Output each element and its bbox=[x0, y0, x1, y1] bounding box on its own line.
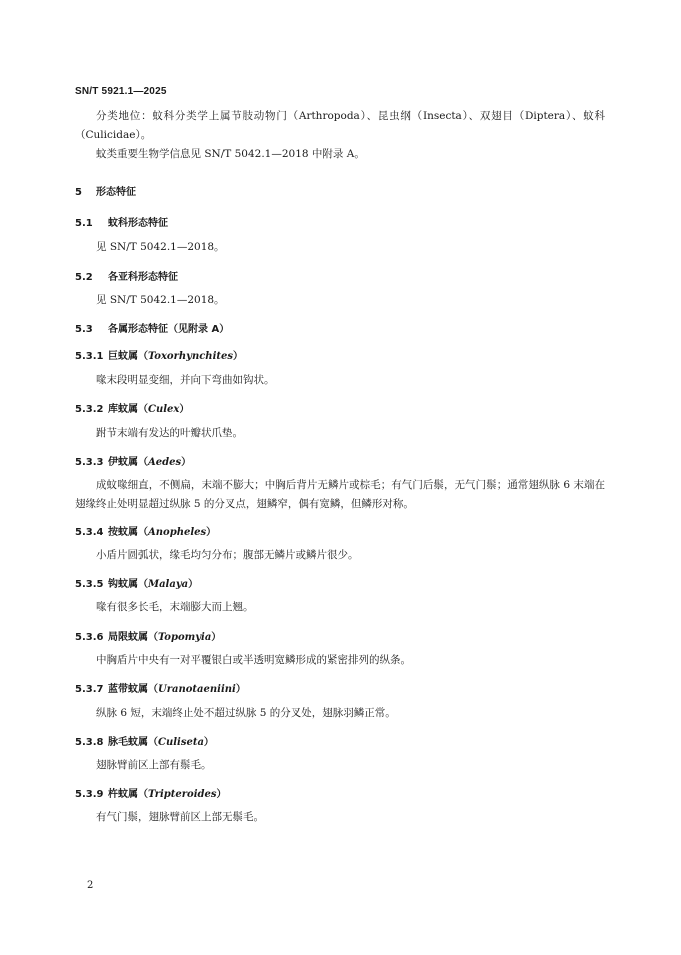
genus-latin-name: Tripteroides bbox=[148, 789, 217, 800]
genus-description: 喙有很多长毛，末端膨大而上翘。 bbox=[96, 601, 254, 613]
genus-heading: 5.3.8 脉毛蚊属（Culiseta） bbox=[75, 737, 214, 748]
genus-description: 翅脉臂前区上部有鬃毛。 bbox=[96, 759, 212, 771]
section-5-2-title: 各亚科形态特征 bbox=[108, 272, 178, 283]
section-5-1-text: 见 SN/T 5042.1—2018。 bbox=[96, 241, 225, 253]
section-5-2-heading bbox=[75, 268, 178, 283]
genus-name: 蓝带蚊属 bbox=[108, 684, 148, 695]
genus-name: 杵蚊属 bbox=[108, 789, 138, 800]
genus-latin-name: Topomyia bbox=[158, 632, 212, 643]
section-5-number: 5 bbox=[75, 187, 82, 198]
section-5-2-number: 5.2 bbox=[75, 272, 93, 283]
genus-description: 中胸盾片中央有一对平覆银白或半透明宽鳞形成的紧密排列的纵条。 bbox=[96, 654, 411, 666]
page-number: 2 bbox=[87, 880, 94, 891]
genus-heading: 5.3.3 伊蚊属（Aedes） bbox=[75, 457, 192, 468]
genus-heading: 5.3.4 按蚊属（Anopheles） bbox=[75, 527, 217, 538]
genus-latin-name: Malaya bbox=[148, 579, 189, 590]
genus-name: 巨蚊属 bbox=[108, 351, 138, 362]
genus-heading: 5.3.9 杵蚊属（Tripteroides） bbox=[75, 789, 227, 800]
section-5-heading bbox=[75, 183, 136, 198]
genus-number: 5.3.8 bbox=[75, 737, 104, 748]
genus-latin-name: Aedes bbox=[148, 457, 182, 468]
genus-name: 钩蚊属 bbox=[108, 579, 138, 590]
genus-heading: 5.3.2 库蚊属（Culex） bbox=[75, 404, 190, 415]
genus-name: 局限蚊属 bbox=[108, 632, 148, 643]
section-5-1-heading bbox=[75, 214, 168, 229]
section-5-3-title: 各属形态特征（见附录 A） bbox=[108, 324, 230, 335]
genus-description: 纵脉 6 短，末端终止处不超过纵脉 5 的分叉处，翅脉羽鳞正常。 bbox=[96, 707, 396, 719]
section-5-3-heading bbox=[75, 320, 229, 335]
genus-number: 5.3.2 bbox=[75, 404, 104, 415]
genus-latin-name: Culiseta bbox=[158, 737, 204, 748]
genus-description: 喙末段明显变细，并向下弯曲如钩状。 bbox=[96, 374, 275, 386]
section-5-1-title: 蚊科形态特征 bbox=[108, 218, 168, 229]
biology-reference-paragraph: 蚊类重要生物学信息见 SN/T 5042.1—2018 中附录 A。 bbox=[96, 148, 365, 160]
genus-name: 按蚊属 bbox=[108, 527, 138, 538]
genus-number: 5.3.3 bbox=[75, 457, 104, 468]
genus-description: 成蚊喙细直，不侧扁，末端不膨大；中胸后背片无鳞片或棕毛；有气门后鬃，无气门鬃；通常翅纵脉 6 末端在翅缘终止处明显超过纵脉 5 的分叉点，翅鳞窄，偶有宽鳞，但鳞形对称。 bbox=[75, 479, 605, 510]
genus-number: 5.3.6 bbox=[75, 632, 104, 643]
section-5-3-number: 5.3 bbox=[75, 324, 93, 335]
genus-number: 5.3.7 bbox=[75, 684, 104, 695]
genus-latin-name: Toxorhynchites bbox=[148, 351, 233, 362]
genus-number: 5.3.9 bbox=[75, 789, 104, 800]
genus-heading: 5.3.5 钩蚊属（Malaya） bbox=[75, 579, 199, 590]
genus-latin-name: Uranotaeniini bbox=[158, 684, 236, 695]
genus-number: 5.3.1 bbox=[75, 351, 104, 362]
section-5-2-text: 见 SN/T 5042.1—2018。 bbox=[96, 294, 225, 306]
classification-paragraph: 分类地位：蚊科分类学上属节肢动物门（Arthropoda）、昆虫纲（Insecta）、双翅目（Diptera）、蚊科（Culicidae）。 bbox=[75, 110, 605, 141]
genus-heading: 5.3.1 巨蚊属（Toxorhynchites） bbox=[75, 351, 243, 362]
genus-name: 伊蚊属 bbox=[108, 457, 138, 468]
genus-number: 5.3.5 bbox=[75, 579, 104, 590]
section-5-title: 形态特征 bbox=[96, 187, 136, 198]
genus-heading: 5.3.7 蓝带蚊属（Uranotaeniini） bbox=[75, 684, 246, 695]
genus-description: 跗节末端有发达的叶瓣状爪垫。 bbox=[96, 427, 243, 439]
genus-description: 有气门鬃，翅脉臂前区上部无鬃毛。 bbox=[96, 811, 264, 823]
section-5-1-number: 5.1 bbox=[75, 218, 93, 229]
genus-heading: 5.3.6 局限蚊属（Topomyia） bbox=[75, 632, 222, 643]
genus-name: 库蚊属 bbox=[108, 404, 138, 415]
genus-number: 5.3.4 bbox=[75, 527, 104, 538]
genus-latin-name: Culex bbox=[148, 404, 180, 415]
genus-name: 脉毛蚊属 bbox=[108, 737, 148, 748]
document-code: SN/T 5921.1—2025 bbox=[75, 86, 167, 97]
genus-description: 小盾片圆弧状，缘毛均匀分布；腹部无鳞片或鳞片很少。 bbox=[96, 549, 359, 561]
genus-latin-name: Anopheles bbox=[148, 527, 207, 538]
